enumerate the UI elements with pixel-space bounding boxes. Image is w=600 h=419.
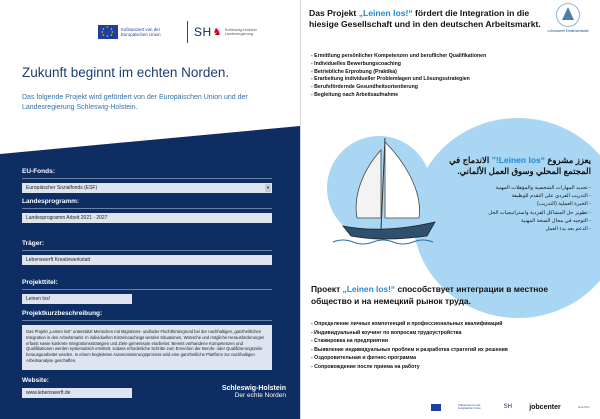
list-item: - Индивидуальный коучинг по вопросам трудоустройства (311, 329, 462, 336)
field-label: Projektkurzbeschreibung: (22, 310, 103, 317)
field-projekttitel (22, 279, 272, 304)
field-label: Träger: (22, 240, 45, 247)
flyer-right-page (300, 0, 600, 419)
eu-flag-icon: ★ ★ ★ ★ ★ ★ ★ ★ (98, 25, 118, 39)
field-label: Projekttitel: (22, 279, 58, 286)
ar-heading (431, 155, 591, 177)
field-eu-fonds (22, 168, 272, 193)
list-item: - التدريب الفردي على التقدم للوظيفة (511, 193, 591, 200)
select-value: Europäischer Sozialfonds (ESF) (26, 185, 98, 191)
sh-logo: SH (194, 25, 212, 39)
field-divider (22, 208, 272, 209)
beschreibung-textarea[interactable]: Das Projekt „Leinen los!“ unterstützt Menschen mit Migrations- und/oder Fluchthintergrund bei der nachhaltigen, ganzheitlichen Integration in den Arbeitsmarkt. In individuellen Einzelcoachings werden Situationen, Wünsche und mögliche Herausforderungen erfasst sowie konkrete Integrationsstrategien und Ziele gemeinsam erarbeitet. Bereits vorhandene Kompetenzen und Qualifikationen werden systematisch ermittelt, sodass erforderliche Schritte zum Erreichen der Berufs- oder Qualifizierungsziele herausgearbeitet werden. In einem begleiteten Autonomisierungsprozess wird eine ganzheitliche Plattform zur nachhaltigen Arbeitsanalyse geschaffen. (22, 325, 272, 370)
list-item: - Ermittlung persönlicher Kompetenzen und beruflicher Qualifikationen (311, 53, 487, 59)
field-divider (22, 320, 272, 321)
list-item: - Betriebliche Erprobung (Praktika) (311, 68, 397, 75)
field-label: EU-Fonds: (22, 168, 55, 175)
ru-heading-post: способствует интеграции в местное общество и на немецкий рынок труда. (311, 284, 549, 306)
landesprogramm-input[interactable]: Landesprogramm Arbeit 2021 - 2027 (22, 213, 272, 223)
projekttitel-input[interactable]: Leinen los! (22, 294, 132, 304)
list-item: - الخبرة العملية (التدريب) (537, 201, 591, 208)
mast-line (381, 138, 385, 230)
slogan-line-2: Der echte Norden (234, 392, 286, 399)
intro-text: Das folgende Projekt wird gefördert von der Europäischen Union und der Landesregierung Schleswig-Holstein. (22, 94, 248, 111)
field-label: Landesprogramm: (22, 198, 80, 205)
project-name-ar: “Leinen los!” (491, 155, 545, 165)
sh-slogan (222, 385, 286, 399)
sponsor-logos (98, 22, 263, 42)
field-divider (22, 178, 272, 179)
field-label: Website: (22, 377, 49, 384)
traeger-input[interactable]: Lebenswerft Kreativwerkstatt (22, 255, 272, 265)
ru-heading (311, 283, 581, 307)
field-traeger (22, 240, 272, 265)
footer-sh-logo: SH (503, 404, 512, 410)
field-landesprogramm (22, 198, 272, 223)
club-logo-text: Lebenswerft Kreativwerkstatt (547, 29, 589, 33)
field-divider (22, 289, 272, 290)
field-divider (22, 250, 272, 251)
field-beschreibung (22, 310, 272, 370)
dropdown-arrow-icon[interactable]: ▼ (266, 185, 270, 190)
sh-crest-icon: ♞ (212, 26, 222, 38)
mainsail-shape (385, 142, 420, 218)
sailboat-illustration (323, 130, 453, 260)
logo-divider (187, 21, 188, 43)
list-item: - Individuelles Bewerbungscoaching (311, 60, 401, 67)
page-title: Zukunft beginnt im echten Norden. (22, 65, 230, 80)
list-item: - Begleitung nach Arbeitsaufnahme (311, 91, 399, 98)
club-logo (546, 3, 590, 33)
list-item: - الدعم بعد بدء العمل (545, 226, 591, 233)
ar-service-list (451, 184, 591, 233)
ru-heading-pre: Проект (311, 284, 343, 294)
jib-shape (356, 150, 381, 218)
eu-fonds-select[interactable] (22, 183, 272, 193)
footer-logos (431, 401, 596, 413)
hull-shape (343, 222, 435, 239)
de-heading-pre: Das Projekt (309, 8, 359, 18)
list-item: - التوجيه في مجال الصحة المهنية (520, 217, 591, 224)
list-item: - تحديد المهارات الشخصية والمؤهلات المهنية (495, 185, 591, 191)
jobcenter-logo: jobcenter (529, 403, 561, 411)
list-item: - Erarbeitung individueller Problemlagen und Lösungsstrategien (311, 76, 470, 83)
jobcenter-subtitle: Kreis Plön (577, 405, 590, 409)
de-heading (309, 8, 549, 30)
eu-logo-text: Kofinanziert von der Europäischen Union (121, 27, 161, 37)
slogan-line-1: Schleswig-Holstein (221, 385, 286, 392)
project-name-de: „Leinen los!“ (358, 8, 413, 18)
footer-eu-text: Kofinanziert von der Europäischen Union (458, 404, 481, 410)
list-item: - Выявление индивидуальных проблем и разработка стратегий их решения (311, 346, 508, 353)
wave-line (333, 240, 433, 244)
ar-heading-post: الاندماج في المجتمع المحلي وسوق العمل الألماني. (449, 155, 591, 176)
de-heading-post: fördert die Integration in die hiesige Gesellschaft und in den deutschen Arbeitsmarkt. (309, 8, 541, 29)
list-item: - Сопровождение после приема на работу (311, 363, 420, 370)
list-item: - Berufsfördernde Gesundheitsorientierung (311, 84, 418, 91)
project-name-ru: „Leinen los!“ (342, 284, 396, 294)
club-logo-icon (556, 3, 580, 27)
list-item: - Оздоровительная и фитнес-программа (311, 355, 416, 362)
ru-service-list (311, 320, 571, 372)
eu-flag-icon (431, 404, 441, 411)
de-service-list (311, 53, 551, 100)
list-item: - تطوير حل المشاكل الفردية واستراتيجيات الحل (488, 209, 591, 216)
list-item: - Стажировка на предприятии (311, 338, 389, 345)
website-input[interactable]: www.lebenswerft.de (22, 388, 132, 398)
sh-logo-subtitle: Schleswig-Holstein Landesregierung (224, 27, 257, 36)
list-item: - Определение личных компетенций и профессиональных квалификаций (311, 321, 503, 327)
ar-heading-pre: يعزز مشروع (545, 155, 591, 165)
